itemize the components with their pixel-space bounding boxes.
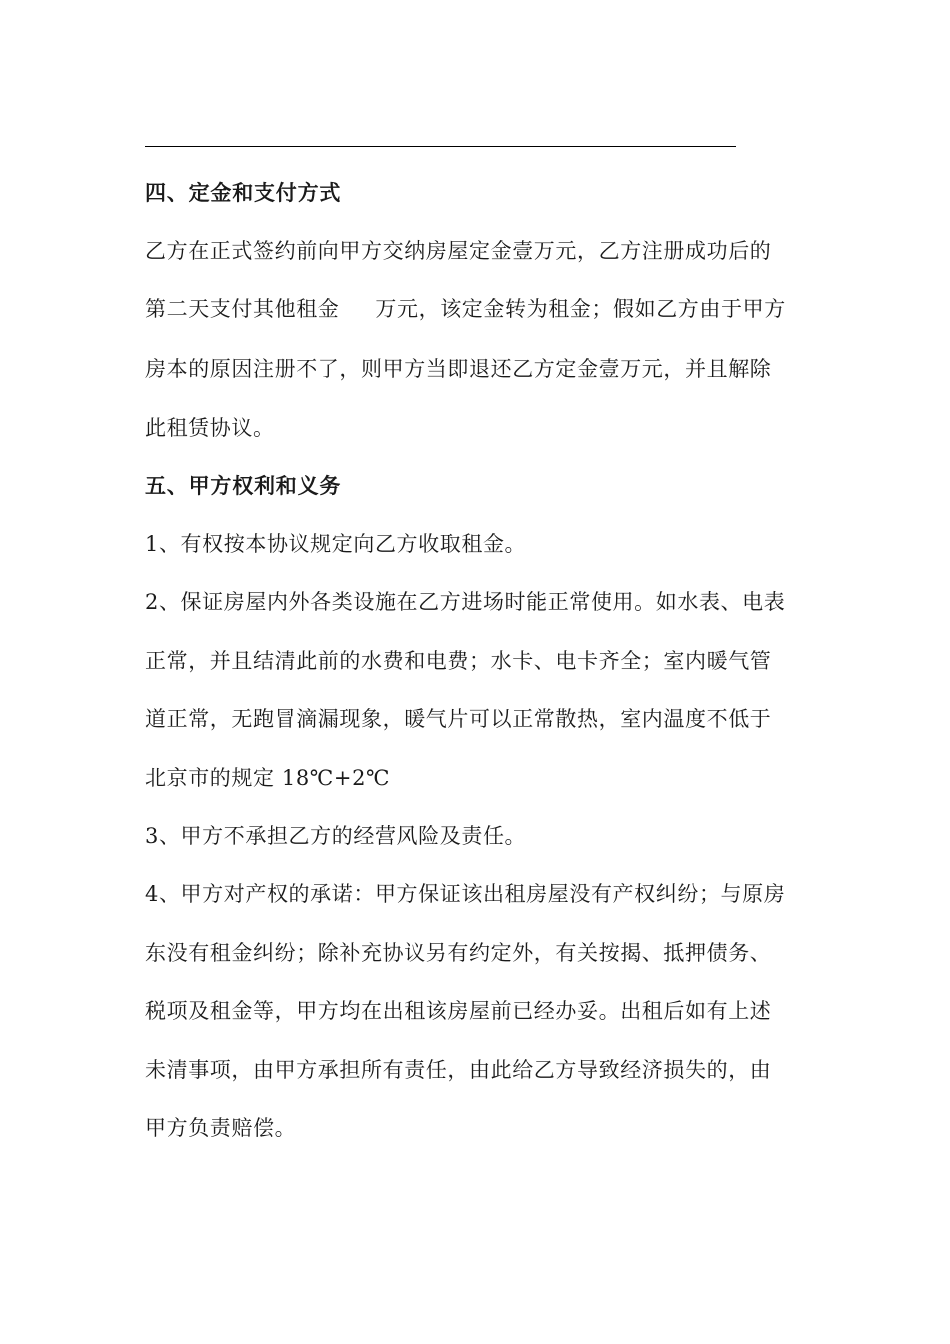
section-5-line-5: 北京市的规定 18℃+2℃: [145, 766, 391, 790]
section-5-heading: 五、甲方权利和义务: [145, 474, 342, 498]
section-5-line-3: 正常，并且结清此前的水费和电费；水卡、电卡齐全；室内暖气管: [145, 649, 772, 673]
section-4-line-1: 乙方在正式签约前向甲方交纳房屋定金壹万元，乙方注册成功后的: [145, 239, 772, 263]
section-5-line-4: 道正常，无跑冒滴漏现象，暖气片可以正常散热，室内温度不低于: [145, 707, 772, 731]
section-4-line-2b: 万元，该定金转为租金；假如乙方由于甲方: [375, 297, 786, 321]
section-4-line-2: [145, 294, 825, 324]
section-5-line-6: 3、甲方不承担乙方的经营风险及责任。: [145, 824, 527, 848]
section-4-line-2a: 第二天支付其他租金: [145, 297, 340, 321]
section-4-line-3: 房本的原因注册不了，则甲方当即退还乙方定金壹万元，并且解除: [145, 357, 772, 381]
section-4-heading: 四、定金和支付方式: [145, 181, 342, 205]
section-5-line-10: 未清事项，由甲方承担所有责任，由此给乙方导致经济损失的，由: [145, 1058, 772, 1082]
section-5-line-11: 甲方负责赔偿。: [145, 1116, 297, 1140]
section-5-line-1: 1、有权按本协议规定向乙方收取租金。: [145, 532, 527, 556]
section-5-line-9: 税项及租金等，甲方均在出租该房屋前已经办妥。出租后如有上述: [145, 999, 772, 1023]
section-5-line-7: 4、甲方对产权的承诺：甲方保证该出租房屋没有产权纠纷；与原房: [145, 882, 786, 906]
section-5-line-2: 2、保证房屋内外各类设施在乙方进场时能正常使用。如水表、电表: [145, 590, 786, 614]
section-4-line-4: 此租赁协议。: [145, 416, 275, 440]
signature-line: [145, 146, 736, 147]
section-5-line-8: 东没有租金纠纷；除补充协议另有约定外，有关按揭、抵押债务、: [145, 941, 772, 965]
